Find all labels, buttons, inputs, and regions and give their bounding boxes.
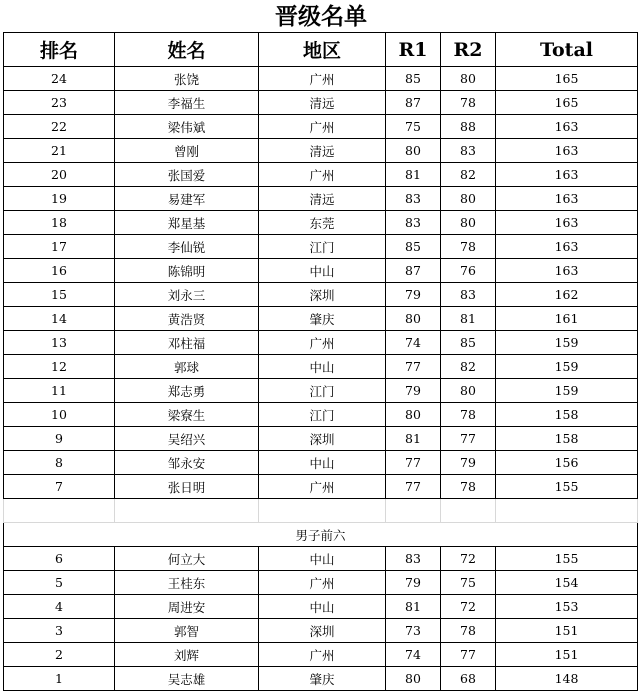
cell-r2[interactable]: 77 (441, 427, 496, 451)
cell-r1[interactable]: 77 (386, 475, 441, 499)
table-row (4, 619, 638, 643)
cell-rank[interactable]: 20 (4, 163, 115, 187)
cell-r2[interactable]: 80 (441, 187, 496, 211)
cell-rank[interactable]: 13 (4, 331, 115, 355)
cell-rank[interactable]: 4 (4, 595, 115, 619)
blank-cell[interactable] (115, 499, 259, 523)
cell-region[interactable]: 东莞 (259, 211, 386, 235)
cell-rank[interactable]: 1 (4, 667, 115, 691)
header-name[interactable]: 姓名 (115, 33, 259, 67)
cell-total[interactable]: 163 (496, 187, 638, 211)
cell-r2[interactable]: 81 (441, 307, 496, 331)
cell-r1[interactable]: 80 (386, 307, 441, 331)
cell-r1[interactable]: 79 (386, 283, 441, 307)
cell-r2[interactable]: 72 (441, 547, 496, 571)
cell-r2[interactable]: 78 (441, 91, 496, 115)
cell-name[interactable]: 张国爱 (115, 163, 259, 187)
cell-r1[interactable]: 83 (386, 211, 441, 235)
cell-rank[interactable]: 21 (4, 139, 115, 163)
table-row (4, 331, 638, 355)
cell-rank[interactable]: 23 (4, 91, 115, 115)
cell-r1[interactable]: 79 (386, 379, 441, 403)
cell-region[interactable]: 肇庆 (259, 667, 386, 691)
table-row (4, 451, 638, 475)
blank-cell[interactable] (386, 499, 441, 523)
cell-r1[interactable]: 80 (386, 403, 441, 427)
cell-rank[interactable]: 2 (4, 643, 115, 667)
cell-name[interactable]: 郑志勇 (115, 379, 259, 403)
cell-r1[interactable]: 83 (386, 187, 441, 211)
cell-total[interactable]: 151 (496, 619, 638, 643)
cell-total[interactable]: 163 (496, 139, 638, 163)
cell-rank[interactable]: 22 (4, 115, 115, 139)
cell-r2[interactable]: 77 (441, 643, 496, 667)
cell-r2[interactable]: 83 (441, 283, 496, 307)
sheet-title: 晋级名单 (275, 4, 367, 30)
cell-region[interactable]: 清远 (259, 91, 386, 115)
blank-row (4, 499, 638, 523)
cell-rank[interactable]: 15 (4, 283, 115, 307)
cell-rank[interactable]: 6 (4, 547, 115, 571)
table-row (4, 427, 638, 451)
cell-name[interactable]: 李福生 (115, 91, 259, 115)
cell-r1[interactable]: 81 (386, 595, 441, 619)
cell-rank[interactable]: 11 (4, 379, 115, 403)
cell-name[interactable]: 吴绍兴 (115, 427, 259, 451)
cell-region[interactable]: 中山 (259, 595, 386, 619)
cell-region[interactable]: 江门 (259, 403, 386, 427)
cell-total[interactable]: 159 (496, 379, 638, 403)
cell-region[interactable]: 清远 (259, 139, 386, 163)
cell-r2[interactable]: 80 (441, 211, 496, 235)
cell-r2[interactable]: 88 (441, 115, 496, 139)
cell-total[interactable]: 163 (496, 115, 638, 139)
cell-region[interactable]: 江门 (259, 235, 386, 259)
cell-r2[interactable]: 79 (441, 451, 496, 475)
cell-region[interactable]: 广州 (259, 331, 386, 355)
cell-total[interactable]: 161 (496, 307, 638, 331)
cell-r2[interactable]: 72 (441, 595, 496, 619)
blank-cell[interactable] (496, 499, 638, 523)
table-row (4, 643, 638, 667)
cell-name[interactable]: 梁寮生 (115, 403, 259, 427)
table-row (4, 211, 638, 235)
table-row (4, 187, 638, 211)
cell-r2[interactable]: 80 (441, 67, 496, 91)
blank-cell[interactable] (259, 499, 386, 523)
cell-r1[interactable]: 77 (386, 355, 441, 379)
cell-r2[interactable]: 78 (441, 403, 496, 427)
cell-name[interactable]: 王桂东 (115, 571, 259, 595)
section-gap (4, 499, 638, 547)
table-row (4, 259, 638, 283)
blank-cell[interactable] (4, 499, 115, 523)
cell-total[interactable]: 165 (496, 67, 638, 91)
cell-total[interactable]: 156 (496, 451, 638, 475)
cell-total[interactable]: 165 (496, 91, 638, 115)
cell-r1[interactable]: 87 (386, 91, 441, 115)
cell-total[interactable]: 159 (496, 355, 638, 379)
table-row (4, 379, 638, 403)
cell-r2[interactable]: 82 (441, 355, 496, 379)
table-row (4, 283, 638, 307)
cell-name[interactable]: 刘永三 (115, 283, 259, 307)
cell-region[interactable]: 江门 (259, 379, 386, 403)
qualifier-rows (4, 67, 638, 499)
header-r1[interactable]: R1 (386, 33, 441, 67)
cell-r1[interactable]: 87 (386, 259, 441, 283)
cell-name[interactable]: 郭智 (115, 619, 259, 643)
section-header-row (4, 523, 638, 547)
cell-rank[interactable]: 3 (4, 619, 115, 643)
cell-name[interactable]: 郭球 (115, 355, 259, 379)
cell-name[interactable]: 张日明 (115, 475, 259, 499)
cell-name[interactable]: 梁伟斌 (115, 115, 259, 139)
cell-name[interactable]: 吴志雄 (115, 667, 259, 691)
top-six-rows (4, 547, 638, 691)
cell-r1[interactable]: 79 (386, 571, 441, 595)
cell-name[interactable]: 李仙锐 (115, 235, 259, 259)
cell-rank[interactable]: 8 (4, 451, 115, 475)
cell-r1[interactable]: 74 (386, 643, 441, 667)
cell-name[interactable]: 黄浩贤 (115, 307, 259, 331)
table-row (4, 667, 638, 691)
cell-r1[interactable]: 77 (386, 451, 441, 475)
cell-r1[interactable]: 83 (386, 547, 441, 571)
cell-r1[interactable]: 75 (386, 115, 441, 139)
cell-r1[interactable]: 74 (386, 331, 441, 355)
cell-region[interactable]: 中山 (259, 451, 386, 475)
qualifier-table (3, 32, 638, 691)
cell-rank[interactable]: 14 (4, 307, 115, 331)
cell-region[interactable]: 深圳 (259, 427, 386, 451)
cell-r2[interactable]: 80 (441, 379, 496, 403)
section-label[interactable]: 男子前六 (4, 523, 638, 547)
cell-total[interactable]: 158 (496, 427, 638, 451)
cell-rank[interactable]: 10 (4, 403, 115, 427)
cell-r1[interactable]: 80 (386, 139, 441, 163)
cell-region[interactable]: 广州 (259, 571, 386, 595)
cell-r2[interactable]: 78 (441, 619, 496, 643)
cell-rank[interactable]: 19 (4, 187, 115, 211)
cell-r2[interactable]: 78 (441, 475, 496, 499)
cell-r1[interactable]: 81 (386, 427, 441, 451)
cell-r1[interactable]: 73 (386, 619, 441, 643)
cell-region[interactable]: 广州 (259, 67, 386, 91)
cell-total[interactable]: 163 (496, 235, 638, 259)
cell-total[interactable]: 153 (496, 595, 638, 619)
cell-region[interactable]: 广州 (259, 475, 386, 499)
cell-region[interactable]: 广州 (259, 163, 386, 187)
header-r2[interactable]: R2 (441, 33, 496, 67)
table-row (4, 67, 638, 91)
cell-total[interactable]: 163 (496, 259, 638, 283)
cell-region[interactable]: 深圳 (259, 283, 386, 307)
cell-total[interactable]: 148 (496, 667, 638, 691)
cell-total[interactable]: 155 (496, 547, 638, 571)
cell-region[interactable]: 肇庆 (259, 307, 386, 331)
cell-total[interactable]: 155 (496, 475, 638, 499)
table-row (4, 235, 638, 259)
cell-region[interactable]: 中山 (259, 547, 386, 571)
table-row (4, 403, 638, 427)
cell-name[interactable]: 周进安 (115, 595, 259, 619)
cell-region[interactable]: 深圳 (259, 619, 386, 643)
cell-rank[interactable]: 17 (4, 235, 115, 259)
cell-region[interactable]: 中山 (259, 355, 386, 379)
cell-total[interactable]: 154 (496, 571, 638, 595)
cell-total[interactable]: 163 (496, 211, 638, 235)
cell-name[interactable]: 邹永安 (115, 451, 259, 475)
table-row (4, 139, 638, 163)
cell-r2[interactable]: 85 (441, 331, 496, 355)
table-row (4, 355, 638, 379)
cell-name[interactable]: 刘辉 (115, 643, 259, 667)
cell-r1[interactable]: 85 (386, 235, 441, 259)
cell-region[interactable]: 广州 (259, 643, 386, 667)
cell-rank[interactable]: 24 (4, 67, 115, 91)
cell-r1[interactable]: 85 (386, 67, 441, 91)
table-row (4, 571, 638, 595)
cell-r1[interactable]: 80 (386, 667, 441, 691)
cell-rank[interactable]: 7 (4, 475, 115, 499)
cell-r2[interactable]: 82 (441, 163, 496, 187)
cell-r1[interactable]: 81 (386, 163, 441, 187)
header-rank[interactable]: 排名 (4, 33, 115, 67)
cell-r2[interactable]: 68 (441, 667, 496, 691)
cell-name[interactable]: 张饶 (115, 67, 259, 91)
cell-name[interactable]: 易建军 (115, 187, 259, 211)
table-row (4, 547, 638, 571)
blank-cell[interactable] (441, 499, 496, 523)
cell-rank[interactable]: 16 (4, 259, 115, 283)
cell-rank[interactable]: 9 (4, 427, 115, 451)
cell-r2[interactable]: 83 (441, 139, 496, 163)
cell-r2[interactable]: 75 (441, 571, 496, 595)
cell-region[interactable]: 清远 (259, 187, 386, 211)
cell-rank[interactable]: 12 (4, 355, 115, 379)
cell-rank[interactable]: 18 (4, 211, 115, 235)
cell-total[interactable]: 158 (496, 403, 638, 427)
table-row (4, 475, 638, 499)
cell-region[interactable]: 中山 (259, 259, 386, 283)
cell-total[interactable]: 151 (496, 643, 638, 667)
cell-name[interactable]: 何立大 (115, 547, 259, 571)
header-region[interactable]: 地区 (259, 33, 386, 67)
header-total[interactable]: Total (496, 33, 638, 67)
cell-name[interactable]: 陈锦明 (115, 259, 259, 283)
table-row (4, 595, 638, 619)
header-row (4, 33, 638, 67)
table-row (4, 115, 638, 139)
table-row (4, 163, 638, 187)
table-row (4, 307, 638, 331)
cell-total[interactable]: 163 (496, 163, 638, 187)
cell-r2[interactable]: 76 (441, 259, 496, 283)
cell-r2[interactable]: 78 (441, 235, 496, 259)
cell-region[interactable]: 广州 (259, 115, 386, 139)
cell-rank[interactable]: 5 (4, 571, 115, 595)
cell-total[interactable]: 159 (496, 331, 638, 355)
cell-total[interactable]: 162 (496, 283, 638, 307)
cell-name[interactable]: 邓柱福 (115, 331, 259, 355)
cell-name[interactable]: 曾刚 (115, 139, 259, 163)
table-row (4, 91, 638, 115)
cell-name[interactable]: 郑星基 (115, 211, 259, 235)
